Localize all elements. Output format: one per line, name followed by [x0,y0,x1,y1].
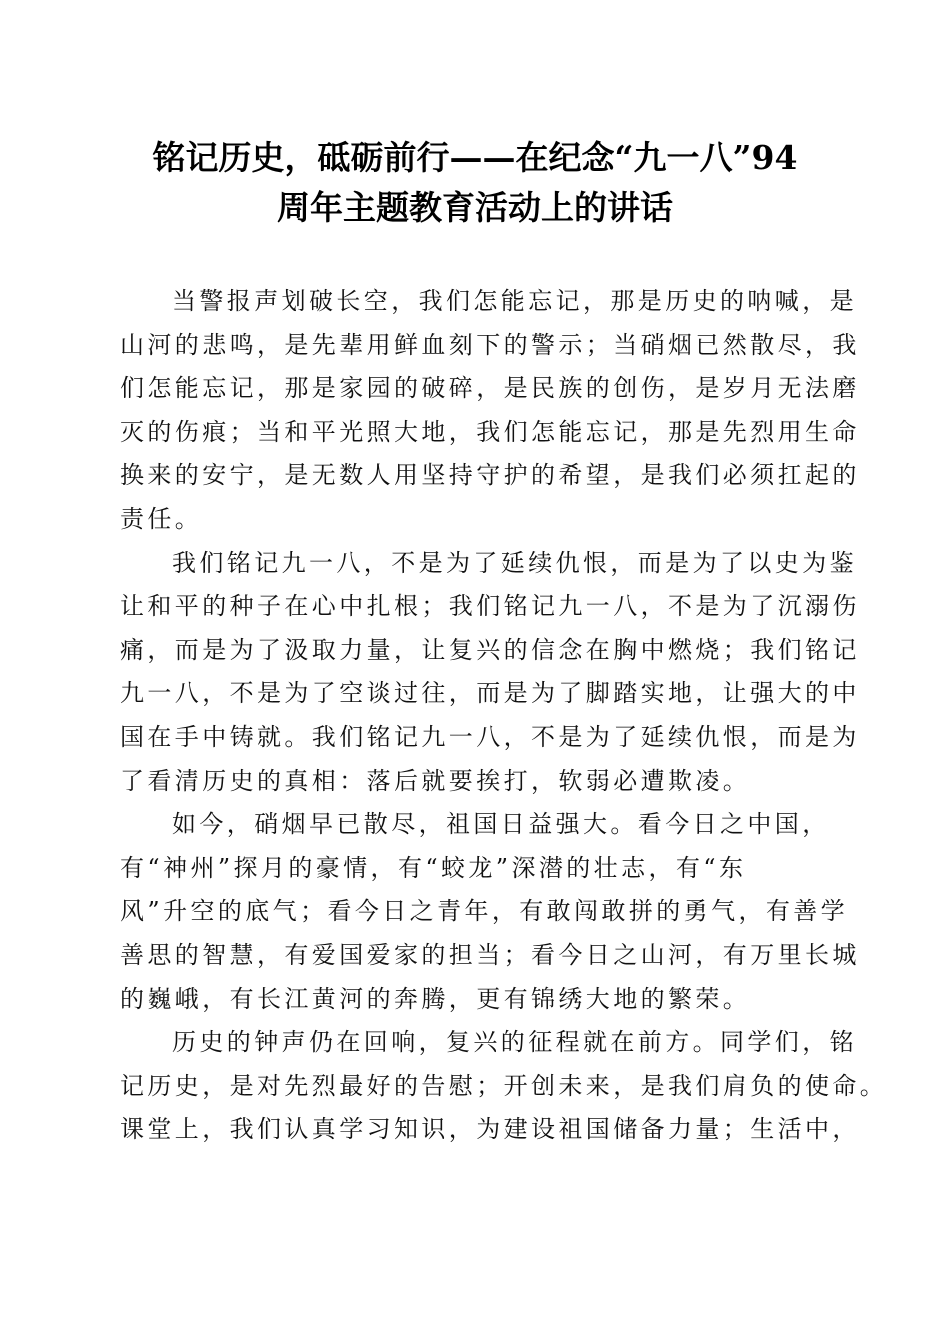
paragraph-1-line-3: 们怎能忘记，那是家园的破碎，是民族的创伤，是岁月无法磨 [120,374,860,403]
paragraph-2-line-4: 九一八，不是为了空谈过往，而是为了脚踏实地，让强大的中 [120,679,860,708]
paragraph-1-line-2: 山河的悲鸣，是先辈用鲜血刻下的警示；当硝烟已然散尽，我 [120,330,860,359]
paragraph-2-line-6: 了看清历史的真相：落后就要挨打，软弱必遭欺凌。 [120,766,751,795]
paragraph-3-line-5: 的巍峨，有长江黄河的奔腾，更有锦绣大地的繁荣。 [120,984,751,1013]
paragraph-1-line-5: 换来的安宁，是无数人用坚持守护的希望，是我们必须扛起的 [120,461,860,490]
paragraph-3-line-2: 有“神州”探月的豪情，有“蛟龙”深潜的壮志，有“东 [120,853,747,882]
paragraph-1-line-4: 灭的伤痕；当和平光照大地，我们怎能忘记，那是先烈用生命 [120,417,860,446]
paragraph-2-line-2: 让和平的种子在心中扎根；我们铭记九一八，不是为了沉溺伤 [120,592,860,621]
paragraph-2-line-1: 我们铭记九一八，不是为了延续仇恨，而是为了以史为鉴 [172,548,857,577]
document-title-line-1: 铭记历史，砥砺前行——在纪念“九一八”94 [152,138,798,177]
paragraph-4-line-3: 课堂上，我们认真学习知识，为建设祖国储备力量；生活中， [120,1115,860,1144]
paragraph-3-line-4: 善思的智慧，有爱国爱家的担当；看今日之山河，有万里长城 [120,941,860,969]
document-title-line-2: 周年主题教育活动上的讲话 [277,188,673,227]
paragraph-3-line-3: 风”升空的底气；看今日之青年，有敢闯敢拼的勇气，有善学 [120,897,849,926]
paragraph-1-line-6: 责任。 [120,505,203,533]
paragraph-2-line-5: 国在手中铸就。我们铭记九一八，不是为了延续仇恨，而是为 [120,723,860,751]
paragraph-3-line-1: 如今，硝烟早已散尽，祖国日益强大。看今日之中国， [172,810,830,839]
paragraph-4-line-2: 记历史，是对先烈最好的告慰；开创未来，是我们肩负的使命。 [120,1071,888,1100]
paragraph-2-line-3: 痛，而是为了汲取力量，让复兴的信念在胸中燃烧；我们铭记 [120,635,860,664]
paragraph-1-line-1: 当警报声划破长空，我们怎能忘记，那是历史的呐喊，是 [172,287,857,315]
paragraph-4-line-1: 历史的钟声仍在回响，复兴的征程就在前方。同学们，铭 [172,1028,857,1057]
